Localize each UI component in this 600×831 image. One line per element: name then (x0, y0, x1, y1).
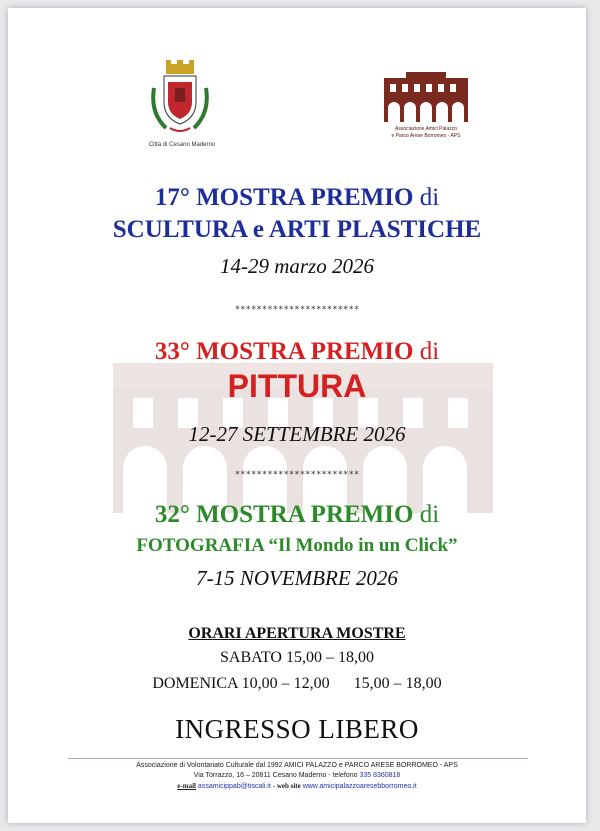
footer-line1: Associazione di Volontariato Culturale dal 1992 AMICI PALAZZO e PARCO ARESE BORROMEO - APS (136, 762, 458, 769)
footer-web-label: - web site (272, 782, 301, 790)
footer-address: Via Torrazzo, 16 – 20811 Cesano Maderno - telefono (193, 772, 358, 779)
event1-dates: 14-29 marzo 2026 (219, 254, 374, 278)
footer-email-link[interactable]: assamicippab@tiscali.it (197, 783, 271, 790)
event2-title-line1 (8, 338, 586, 366)
event3-title-line1 (8, 501, 586, 529)
event3-title-main: 32° MOSTRA PREMIO (154, 501, 414, 528)
separator-1: *********************** (234, 305, 360, 315)
event1-title-suffix: di (419, 184, 440, 211)
footer-line2 (8, 772, 586, 779)
footer-email-label: e-mail (177, 782, 196, 790)
poster-sheet (8, 8, 586, 823)
footer-line3 (8, 782, 586, 790)
hours-sunday: DOMENICA 10,00 – 12,00 15,00 – 18,00 (152, 675, 442, 692)
event1-title-line1 (8, 184, 586, 212)
event1-title-line2: SCULTURA e ARTI PLASTICHE (112, 216, 482, 243)
event2-dates: 12-27 SETTEMBRE 2026 (188, 422, 406, 446)
entry-free-heading: INGRESSO LIBERO (175, 714, 419, 744)
hours-saturday: SABATO 15,00 – 18,00 (220, 649, 374, 666)
event3-title-suffix: di (419, 501, 440, 528)
event2-title-main: 33° MOSTRA PREMIO (154, 338, 414, 365)
separator-2: *********************** (234, 470, 360, 480)
municipality-caption: Città di Cesano Maderno (148, 142, 216, 148)
footer-phone[interactable]: 335 8360818 (359, 772, 401, 779)
event2-title-line2: PITTURA (227, 368, 367, 404)
event3-dates: 7-15 NOVEMBRE 2026 (196, 566, 398, 590)
event3-title-line2: FOTOGRAFIA “Il Mondo in un Click” (136, 535, 458, 556)
municipality-crest-icon (146, 58, 214, 134)
association-caption-line2: e Parco Arese Borromeo - APS (391, 133, 461, 139)
association-logo-icon (378, 70, 474, 124)
hours-title: ORARI APERTURA MOSTRE (188, 625, 406, 642)
association-caption-line1: Associazione Amici Palazzo (395, 126, 457, 132)
association-caption (368, 126, 484, 140)
event1-title-main: 17° MOSTRA PREMIO (154, 184, 414, 211)
footer-website-link[interactable]: www.amicipalazzoaresebborromeo.it (302, 783, 417, 790)
footer-divider (68, 758, 528, 759)
event2-title-suffix: di (419, 338, 440, 365)
